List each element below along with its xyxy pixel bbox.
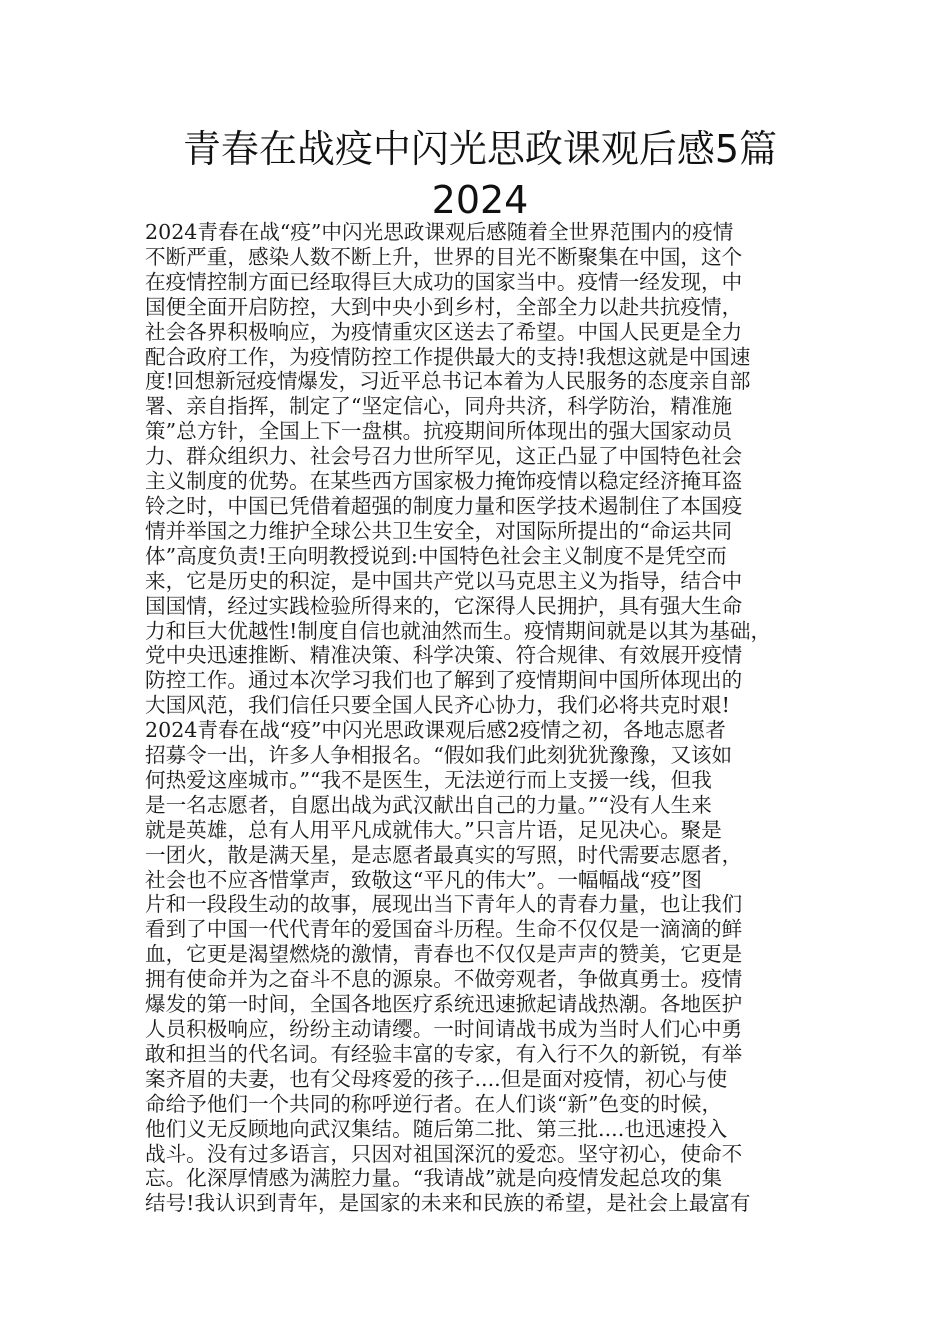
body-line: 2024青春在战“疫”中闪光思政课观后感2疫情之初，各地志愿者 [145, 718, 726, 743]
body-line: 情并举国之力维护全球公共卫生安全，对国际所提出的“命运共同 [145, 518, 733, 543]
body-line: 不断严重，感染人数不断上升，世界的目光不断聚集在中国，这个 [145, 244, 743, 269]
body-line: 国便全面开启防控，大到中央小到乡村，全部全力以赴共抗疫情， [145, 294, 743, 319]
body-line: 人员积极响应，纷纷主动请缨。一时间请战书成为当时人们心中勇 [145, 1017, 743, 1041]
body-line: 何热爱这座城市。”“我不是医生，无法逆行而上支援一线，但我 [145, 767, 712, 792]
body-line: 体”高度负责!王向明教授说到:中国特色社会主义制度不是凭空而 [145, 543, 727, 568]
body-line: 防控工作。通过本次学习我们也了解到了疫情期间中国所体现出的 [145, 668, 743, 693]
title-line: 青春在战疫中闪光思政课观后感5篇 [182, 127, 778, 171]
body-line: 铃之时，中国已凭借着超强的制度力量和医学技术遏制住了本国疫 [145, 493, 743, 518]
body-line: 一团火，散是满天星，是志愿者最真实的写照，时代需要志愿者， [145, 842, 743, 867]
body-line: 爆发的第一时间，全国各地医疗系统迅速掀起请战热潮。各地医护 [145, 992, 743, 1017]
body-line: 忘。化深厚情感为满腔力量。“我请战”就是向疫情发起总攻的集 [145, 1166, 723, 1191]
body-line: 血，它更是渴望燃烧的激情，青春也不仅仅是声声的赞美，它更是 [145, 942, 743, 967]
body-line: 来，它是历史的积淀，是中国共产党以马克思主义为指导，结合中 [145, 568, 743, 593]
body-line: 主义制度的优势。在某些西方国家极力掩饰疫情以稳定经济掩耳盗 [145, 469, 743, 494]
body-line: 案齐眉的夫妻，也有父母疼爱的孩子....但是面对疫情，初心与使 [145, 1066, 728, 1091]
title-line-year: 2024 [431, 178, 529, 222]
body-line: 看到了中国一代代青年的爱国奋斗历程。生命不仅仅是一滴滴的鲜 [145, 917, 743, 942]
body-line: 敢和担当的代名词。有经验丰富的专家，有入行不久的新锐，有举 [145, 1041, 743, 1066]
body-line: 署、亲自指挥，制定了“坚定信心，同舟共济，科学防治，精准施 [145, 394, 733, 419]
body-line: 命给予他们一个共同的称呼逆行者。在人们谈“新”色变的时候， [145, 1091, 723, 1116]
body-line: 拥有使命并为之奋斗不息的源泉。不做旁观者，争做真勇士。疫情 [145, 967, 743, 992]
body-line: 结号!我认识到青年，是国家的未来和民族的希望，是社会上最富有 [145, 1191, 751, 1216]
body-line: 力、群众组织力、社会号召力世所罕见，这正凸显了中国特色社会 [145, 444, 743, 469]
body-line: 战斗。没有过多语言，只因对祖国深沉的爱恋。坚守初心，使命不 [145, 1141, 743, 1166]
body-line: 在疫情控制方面已经取得巨大成功的国家当中。疫情一经发现，中 [145, 269, 743, 294]
document-body [145, 220, 813, 1216]
body-line: 就是英雄，总有人用平凡成就伟大。”只言片语，足见决心。聚是 [145, 817, 722, 842]
body-line: 大国风范，我们信任只要全国人民齐心协力，我们必将共克时艰! [145, 693, 730, 718]
body-line: 国国情，经过实践检验所得来的，它深得人民拥护，具有强大生命 [145, 593, 743, 618]
document-title [120, 124, 840, 226]
body-line: 社会各界积极响应，为疫情重灾区送去了希望。中国人民更是全力 [145, 319, 743, 344]
body-line: 党中央迅速推断、精准决策、科学决策、符合规律、有效展开疫情 [145, 643, 743, 668]
body-line: 力和巨大优越性!制度自信也就油然而生。疫情期间就是以其为基础， [145, 618, 772, 643]
body-line: 是一名志愿者，自愿出战为武汉献出自己的力量。”“没有人生来 [145, 792, 712, 817]
body-line: 社会也不应吝惜掌声，致敬这“平凡的伟大”。一幅幅战“疫”图 [145, 867, 702, 892]
body-line: 片和一段段生动的故事，展现出当下青年人的青春力量，也让我们 [145, 892, 743, 917]
body-line: 招募令一出，许多人争相报名。“假如我们此刻犹犹豫豫，又该如 [145, 743, 733, 768]
body-line: 2024青春在战“疫”中闪光思政课观后感随着全世界范围内的疫情 [145, 220, 734, 244]
body-line: 配合政府工作，为疫情防控工作提供最大的支持!我想这就是中国速 [145, 344, 751, 369]
body-line: 策”总方针，全国上下一盘棋。抗疫期间所体现出的强大国家动员 [145, 419, 733, 444]
body-line: 度!回想新冠疫情爆发，习近平总书记本着为人民服务的态度亲自部 [145, 369, 751, 394]
body-line: 他们义无反顾地向武汉集结。随后第二批、第三批....也迅速投入 [145, 1116, 728, 1141]
